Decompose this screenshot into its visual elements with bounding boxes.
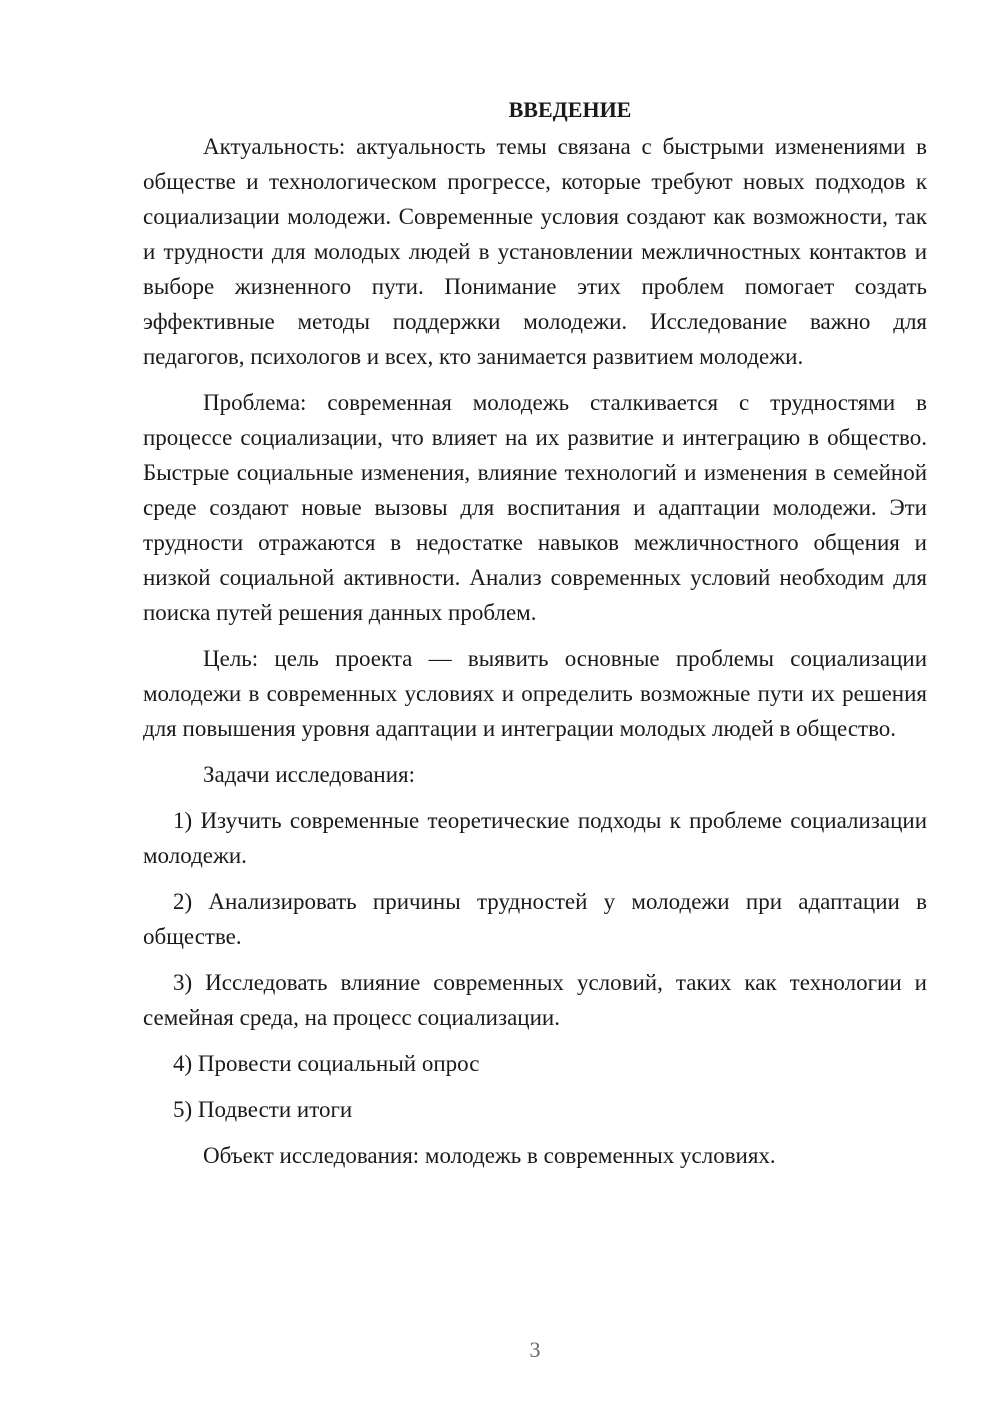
page-number: 3: [529, 1337, 541, 1362]
paragraph-problem: Проблема: современная молодежь сталкивается с трудностями в процессе социализации, что влияет на их развитие и интеграцию в общество. Быстрые социальные изменения, влияние технологий и изменения в семейной среде создают новые вызовы для воспитания и адаптации молодежи. Эти трудности отражаются в недостатке навыков межличностного общения и низкой социальной активности. Анализ современных условий необходим для поиска путей решения данных проблем.: [143, 390, 927, 625]
section-title: ВВЕДЕНИЕ: [508, 97, 632, 122]
tasks-heading: Задачи исследования:: [203, 762, 416, 787]
paragraph-object: Объект исследования: молодежь в современных условиях.: [203, 1143, 776, 1168]
task-item-1: 1) Изучить современные теоретические подходы к проблеме социализации молодежи.: [143, 808, 927, 868]
paragraph-goal: Цель: цель проекта — выявить основные проблемы социализации молодежи в современных условиях и определить возможные пути их решения для повышения уровня адаптации и интеграции молодых людей в общество.: [143, 646, 927, 741]
task-item-5: 5) Подвести итоги: [173, 1097, 353, 1122]
task-item-4: 4) Провести социальный опрос: [173, 1051, 480, 1076]
paragraph-relevance: Актуальность: актуальность темы связана с быстрыми изменениями в обществе и технологическом прогрессе, которые требуют новых подходов к социализации молодежи. Современные условия создают как возможности, так и трудности для молодых людей в установлении межличностных контактов и выборе жизненного пути. Понимание этих проблем помогает создать эффективные методы поддержки молодежи. Исследование важно для педагогов, психологов и всех, кто занимается развитием молодежи.: [143, 134, 927, 369]
task-item-2: 2) Анализировать причины трудностей у молодежи при адаптации в обществе.: [143, 889, 927, 949]
task-item-3: 3) Исследовать влияние современных условий, таких как технологии и семейная среда, на процесс социализации.: [143, 970, 927, 1030]
